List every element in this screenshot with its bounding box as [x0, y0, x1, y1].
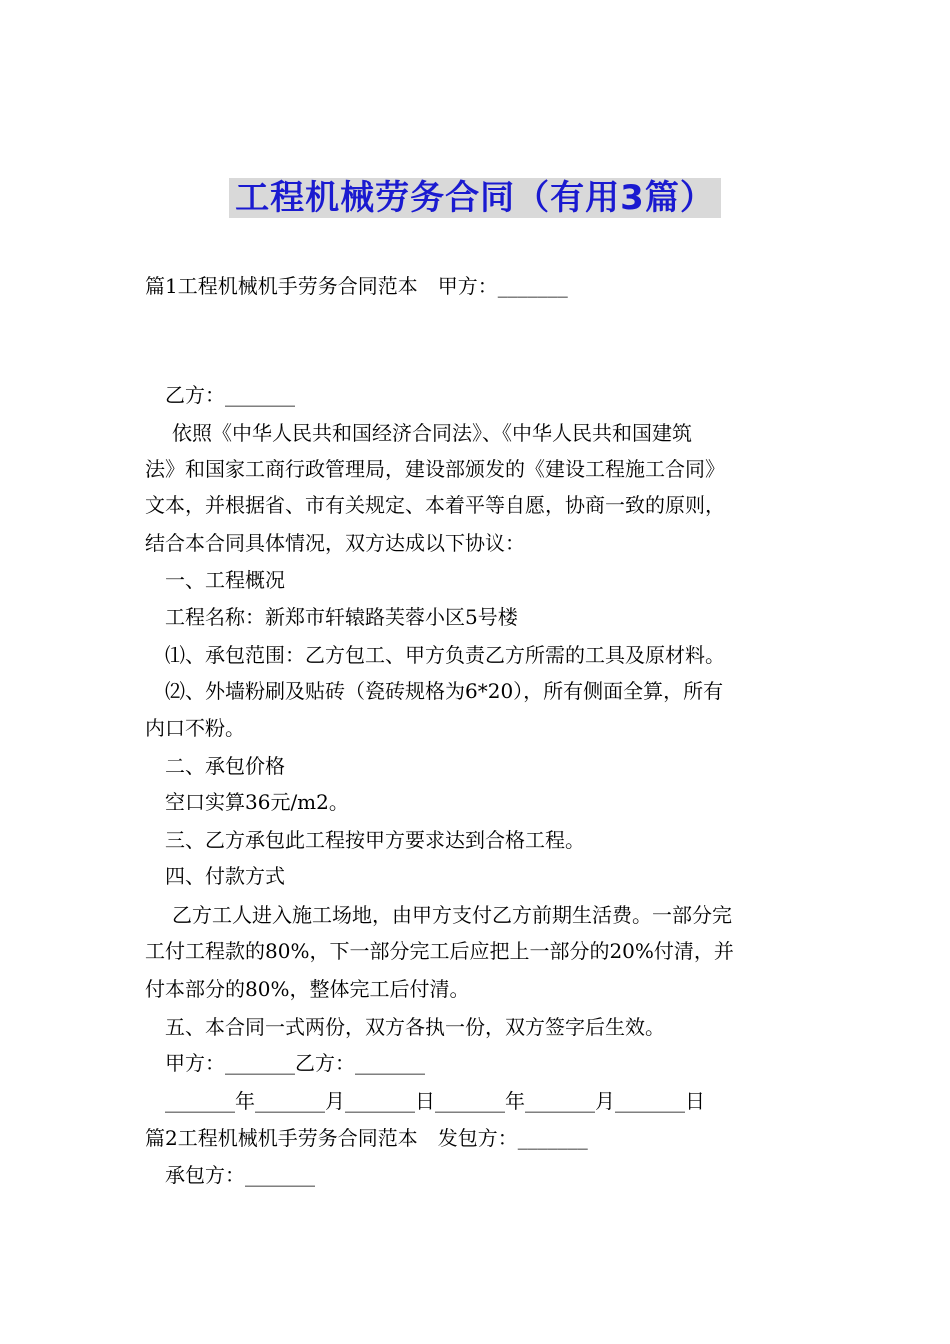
section-1-heading: 篇1工程机械机手劳务合同范本 甲方：_______: [145, 274, 568, 298]
paragraph-line: 内口不粉。: [145, 716, 245, 740]
paragraph-line: 法》和国家工商行政管理局，建设部颁发的《建设工程施工合同》: [145, 457, 725, 481]
section-2-heading: 篇2工程机械机手劳务合同范本 发包方：_______: [145, 1126, 588, 1150]
paragraph-line: 依照《中华人民共和国经济合同法》、《中华人民共和国建筑: [172, 421, 692, 445]
paragraph-line: 乙方工人进入施工场地，由甲方支付乙方前期生活费。一部分完: [172, 903, 732, 927]
paragraph-line: ⑴、承包范围：乙方包工、甲方负责乙方所需的工具及原材料。: [165, 643, 725, 667]
party-b-line: 乙方：_______: [165, 383, 295, 407]
signature-line: 甲方：_______乙方：_______: [165, 1051, 425, 1075]
clause-heading: 三、乙方承包此工程按甲方要求达到合格工程。: [165, 828, 585, 852]
paragraph-line: ⑵、外墙粉刷及贴砖（瓷砖规格为6*20），所有侧面全算，所有: [165, 679, 724, 703]
paragraph-line: 工付工程款的80%，下一部分完工后应把上一部分的20%付清，并: [145, 939, 734, 963]
document-title: 工程机械劳务合同（有用3篇）: [229, 178, 721, 218]
date-line: _______年_______月_______日_______年_______月_______日: [165, 1089, 705, 1113]
paragraph-line: 结合本合同具体情况，双方达成以下协议：: [145, 531, 525, 555]
title-container: [0, 178, 950, 218]
clause-heading: 一、工程概况: [165, 568, 285, 592]
paragraph-line: 付本部分的80%，整体完工后付清。: [145, 977, 470, 1001]
contractor-line: 承包方：_______: [165, 1163, 315, 1187]
clause-heading: 四、付款方式: [165, 864, 285, 888]
clause-heading: 五、本合同一式两份，双方各执一份，双方签字后生效。: [165, 1015, 665, 1039]
paragraph-line: 工程名称：新郑市轩辕路芙蓉小区5号楼: [165, 605, 518, 629]
paragraph-line: 空口实算36元/m2。: [165, 790, 349, 814]
paragraph-line: 文本，并根据省、市有关规定、本着平等自愿，协商一致的原则，: [145, 493, 725, 517]
clause-heading: 二、承包价格: [165, 754, 285, 778]
